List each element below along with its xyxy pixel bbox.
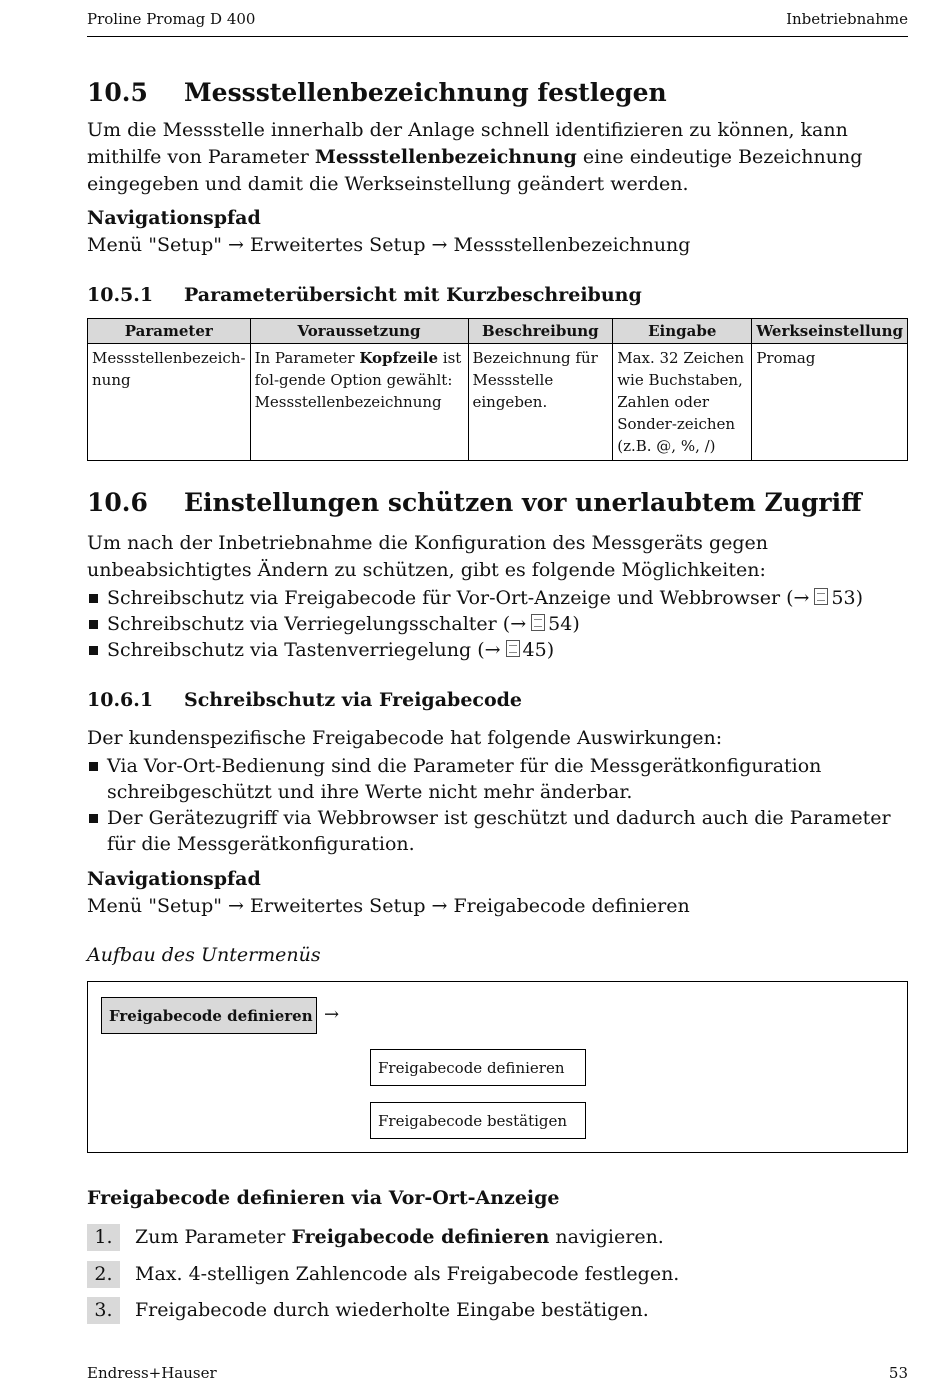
page-ref-icon — [814, 588, 828, 605]
header-chapter: Inbetriebnahme — [786, 10, 908, 28]
nav-path-label: Navigationspfad — [87, 207, 261, 229]
parameter-table — [87, 318, 908, 461]
section-10-5-intro: Um die Messstelle innerhalb der Anlage schnell identifizieren zu können, kann mithilfe von Parameter Messstellenbezeichnung eine eindeutige Bezeichnung eingegeben und damit die Werkseinstellung geändert werden. — [87, 119, 863, 195]
step-item: 1. Zum Parameter Freigabecode definieren navigieren. — [87, 1224, 664, 1251]
list-item: Der Gerätezugriff via Webbrowser ist geschützt und dadurch auch die Parameter für die Messgerätkonfiguration. — [87, 805, 908, 857]
section-10-5-1-heading: 10.5.1 Parameterübersicht mit Kurzbeschreibung — [87, 284, 642, 306]
table-row — [88, 344, 908, 461]
page-number: 53 — [888, 1364, 908, 1382]
local-display-heading: Freigabecode definieren via Vor-Ort-Anzeige — [87, 1187, 560, 1209]
cell-beschreibung: Bezeichnung für Messstelle eingeben. — [468, 344, 613, 461]
step-item: 2. Max. 4-stelligen Zahlencode als Freigabecode festlegen. — [87, 1261, 679, 1288]
section-10-6-intro: Um nach der Inbetriebnahme die Konfiguration des Messgeräts gegen unbeabsichtigtes Ändern zu schützen, gibt es folgende Möglichkeiten: — [87, 532, 769, 581]
nav-path-label: Navigationspfad — [87, 868, 261, 890]
page-ref-icon — [531, 614, 545, 631]
col-header: Parameter — [88, 319, 251, 344]
cell-voraussetzung: In Parameter Kopfzeile ist fol-gende Option gewählt: Messstellenbezeichnung — [250, 344, 468, 461]
list-item: Schreibschutz via Freigabecode für Vor-Ort-Anzeige und Webbrowser (→ 53) — [87, 585, 908, 611]
col-header: Voraussetzung — [250, 319, 468, 344]
col-header: Werkseinstellung — [752, 319, 908, 344]
footer-company: Endress+Hauser — [87, 1364, 217, 1382]
cell-parameter: Messstellenbezeich-nung — [88, 344, 251, 461]
submenu-item-box: Freigabecode bestätigen — [370, 1102, 586, 1139]
page-header — [87, 8, 908, 37]
page-ref-icon — [506, 640, 520, 657]
header-product: Proline Promag D 400 — [87, 10, 256, 28]
section-10-6-heading: 10.6 Einstellungen schützen vor unerlaubtem Zugriff — [87, 488, 862, 517]
submenu-caption: Aufbau des Untermenüs — [87, 944, 321, 966]
section-10-6-1-heading: 10.6.1 Schreibschutz via Freigabecode — [87, 689, 523, 711]
nav-path: Menü "Setup" → Erweitertes Setup → Freigabecode definieren — [87, 895, 690, 917]
col-header: Beschreibung — [468, 319, 613, 344]
table-header-row — [88, 319, 908, 344]
effects-list — [87, 753, 908, 857]
cell-eingabe: Max. 32 Zeichen wie Buchstaben, Zahlen oder Sonder-zeichen (z.B. @, %, /) — [613, 344, 752, 461]
nav-path: Menü "Setup" → Erweitertes Setup → Messstellenbezeichnung — [87, 234, 691, 256]
submenu-diagram — [87, 981, 908, 1153]
step-item: 3. Freigabecode durch wiederholte Eingabe bestätigen. — [87, 1297, 649, 1324]
list-item: Schreibschutz via Tastenverriegelung (→ 45) — [87, 637, 908, 663]
arrow-right-icon: → — [324, 1004, 340, 1025]
submenu-item-box: Freigabecode definieren — [370, 1049, 586, 1086]
list-item: Via Vor-Ort-Bedienung sind die Parameter für die Messgerätkonfiguration schreibgeschützt und ihre Werte nicht mehr änderbar. — [87, 753, 908, 805]
list-item: Schreibschutz via Verriegelungsschalter (→ 54) — [87, 611, 908, 637]
cell-werkseinstellung: Promag — [752, 344, 908, 461]
submenu-main-box: Freigabecode definieren — [101, 997, 317, 1034]
col-header: Eingabe — [613, 319, 752, 344]
protection-options-list — [87, 585, 908, 663]
section-10-6-1-intro: Der kundenspezifische Freigabecode hat folgende Auswirkungen: — [87, 727, 723, 749]
section-10-5-heading: 10.5 Messstellenbezeichnung festlegen — [87, 78, 667, 107]
